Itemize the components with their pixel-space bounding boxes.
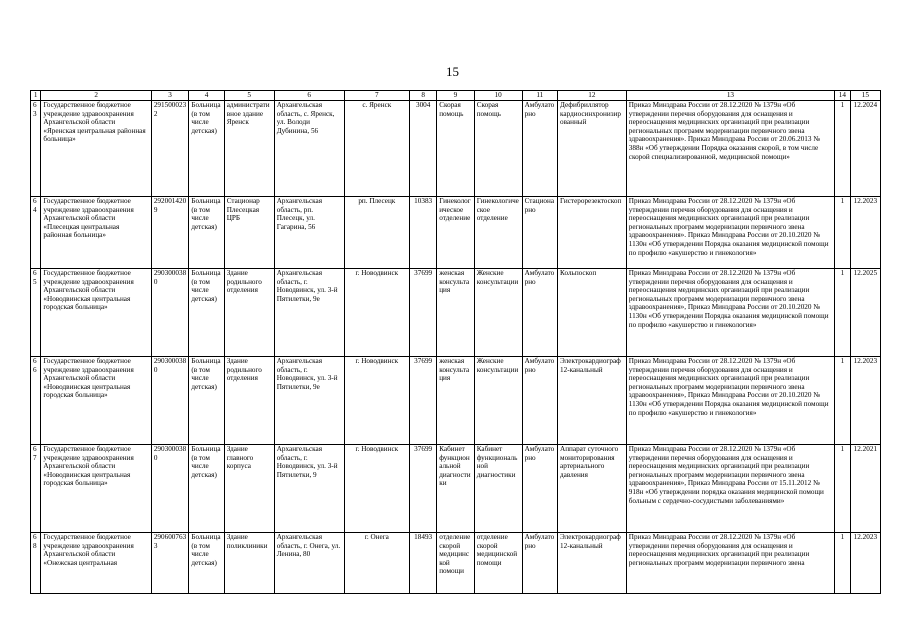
deadline: 12.2023 — [850, 533, 880, 594]
equipment-name: Аппарат суточного мониторирования артериального давления — [558, 445, 627, 533]
address: Архангельская область, г. Онега, ул. Ленина, 80 — [274, 533, 344, 594]
quantity: 1 — [835, 269, 851, 357]
department-name: Кабинет функциональной диагностики — [474, 445, 522, 533]
address: Архангельская область, г. Новодвинск, ул. 3-й Пятилетки, 9е — [274, 357, 344, 445]
unit-name: женская консультация — [437, 357, 475, 445]
quantity: 1 — [835, 197, 851, 269]
population: 37699 — [410, 269, 437, 357]
address: Архангельская область, с. Яренск, ул. Володи Дубинина, 56 — [274, 101, 344, 197]
equipment-name: Кольпоскоп — [558, 269, 627, 357]
facility-type: Больница (в том числе детская) — [189, 197, 224, 269]
table-row — [31, 101, 881, 197]
table-row — [31, 533, 881, 594]
organization-code: 2906007633 — [151, 533, 189, 594]
column-number: 4 — [189, 91, 224, 101]
building-name: Здание поликлиники — [224, 533, 274, 594]
population: 10383 — [410, 197, 437, 269]
row-number: 63 — [31, 101, 41, 197]
legal-basis: Приказ Минздрава России от 28.12.2020 № 1379н «Об утверждении перечня оборудования для оснащения и переоснащения медицинских организаций при реализации региональных программ модернизации первичного звена здравоохранения», Приказ Минздрава России от 15.11.2012 № 918н «Об утверждении порядка оказания медицинской помощи больным с сердечно-сосудистыми заболеваниями» — [626, 445, 834, 533]
column-number: 10 — [474, 91, 522, 101]
legal-basis: Приказ Минздрава России от 28.12.2020 № 1379н «Об утверждении перечня оборудования для оснащения и переоснащения медицинских организаций при реализации региональных программ модернизации первичного звена здравоохранения», Приказ Минздрава России от 20.10.2020 № 1130н «Об утверждении Порядка оказания медицинской помощи по профилю «акушерство и гинекология» — [626, 269, 834, 357]
building-name: Здание родильного отделения — [224, 269, 274, 357]
legal-basis: Приказ Минздрава России от 28.12.2020 № 1379н «Об утверждении перечня оборудования для оснащения и переоснащения медицинских организаций при реализации региональных программ модернизации первичного звена — [626, 533, 834, 594]
table-row — [31, 357, 881, 445]
column-number: 13 — [626, 91, 834, 101]
equipment-name: Электрокардиограф 12-канальный — [558, 533, 627, 594]
facility-type: Больница (в том числе детская) — [189, 533, 224, 594]
column-number: 11 — [522, 91, 557, 101]
deadline: 12.2025 — [850, 269, 880, 357]
unit-name: Кабинет функциональной диагностики — [437, 445, 475, 533]
equipment-name: Гистерорезектоскоп — [558, 197, 627, 269]
equipment-registry-table — [30, 90, 881, 594]
quantity: 1 — [835, 101, 851, 197]
organization-code: 2903000380 — [151, 445, 189, 533]
quantity: 1 — [835, 445, 851, 533]
locality: с. Яренск — [344, 101, 410, 197]
column-number-row — [31, 91, 881, 101]
population: 3004 — [410, 101, 437, 197]
locality: г. Новодвинск — [344, 269, 410, 357]
column-number: 2 — [41, 91, 151, 101]
organization-code: 2920014209 — [151, 197, 189, 269]
address: Архангельская область, г. Новодвинск, ул. 3-й Пятилетки, 9 — [274, 445, 344, 533]
organization-name: Государственное бюджетное учреждение здравоохранения Архангельской области «Новодвинская центральная городская больница» — [41, 357, 151, 445]
deadline: 12.2021 — [850, 445, 880, 533]
organization-code: 2903000380 — [151, 269, 189, 357]
address: Архангельская область, рп. Плесецк, ул. Гагарина, 56 — [274, 197, 344, 269]
unit-name: Скорая помощь — [437, 101, 475, 197]
legal-basis: Приказ Минздрава России от 28.12.2020 № 1379н «Об утверждении перечня оборудования для оснащения и переоснащения медицинских организаций при реализации региональных программ модернизации первичного звена здравоохранения». Приказ Минздрава России от 20.06.2013 № 388н «Об утверждении Порядка оказания скорой, в том числе скорой специализированной, медицинской помощи» — [626, 101, 834, 197]
care-conditions: Амбулаторно — [522, 101, 557, 197]
organization-name: Государственное бюджетное учреждение здравоохранения Архангельской области «Плесецкая центральная районная больница» — [41, 197, 151, 269]
population: 37699 — [410, 357, 437, 445]
population: 37699 — [410, 445, 437, 533]
column-number: 3 — [151, 91, 189, 101]
department-name: Женские консультации — [474, 269, 522, 357]
facility-type: Больница (в том числе детская) — [189, 101, 224, 197]
column-number: 8 — [410, 91, 437, 101]
care-conditions: Амбулаторно — [522, 269, 557, 357]
column-number: 12 — [558, 91, 627, 101]
column-number: 15 — [850, 91, 880, 101]
column-number: 6 — [274, 91, 344, 101]
care-conditions: Амбулаторно — [522, 533, 557, 594]
care-conditions: Амбулаторно — [522, 357, 557, 445]
facility-type: Больница (в том числе детская) — [189, 357, 224, 445]
column-number: 14 — [835, 91, 851, 101]
column-number: 7 — [344, 91, 410, 101]
quantity: 1 — [835, 533, 851, 594]
organization-code: 2903000380 — [151, 357, 189, 445]
table-row — [31, 197, 881, 269]
unit-name: женская консультация — [437, 269, 475, 357]
care-conditions: Амбулаторно — [522, 445, 557, 533]
organization-name: Государственное бюджетное учреждение здравоохранения Архангельской области «Новодвинская центральная городская больница» — [41, 445, 151, 533]
building-name: Здание главного корпуса — [224, 445, 274, 533]
organization-name: Государственное бюджетное учреждение здравоохранения Архангельской области «Онежская центральная — [41, 533, 151, 594]
unit-name: отделение скорой медицинской помощи — [437, 533, 475, 594]
building-name: Стационар Плесецкая ЦРБ — [224, 197, 274, 269]
locality: г. Новодвинск — [344, 357, 410, 445]
table-row — [31, 445, 881, 533]
population: 18493 — [410, 533, 437, 594]
facility-type: Больница (в том числе детская) — [189, 269, 224, 357]
deadline: 12.2024 — [850, 101, 880, 197]
deadline: 12.2023 — [850, 197, 880, 269]
equipment-name: Дефибриллятор кардиосинхронизированный — [558, 101, 627, 197]
facility-type: Больница (в том числе детская) — [189, 445, 224, 533]
table-row — [31, 269, 881, 357]
row-number: 65 — [31, 269, 41, 357]
column-number: 5 — [224, 91, 274, 101]
organization-code: 2915000232 — [151, 101, 189, 197]
building-name: административное здание Яренск — [224, 101, 274, 197]
row-number: 66 — [31, 357, 41, 445]
department-name: Женские консультации — [474, 357, 522, 445]
column-number: 9 — [437, 91, 475, 101]
locality: г. Новодвинск — [344, 445, 410, 533]
quantity: 1 — [835, 357, 851, 445]
legal-basis: Приказ Минздрава России от 28.12.2020 № 1379н «Об утверждении перечня оборудования для оснащения и переоснащения медицинских организаций при реализации региональных программ модернизации первичного звена здравоохранения», Приказ Минздрава России от 20.10.2020 № 1130н «Об утверждении Порядка оказания медицинской помощи по профилю «акушерство и гинекология» — [626, 357, 834, 445]
column-number: 1 — [31, 91, 41, 101]
deadline: 12.2023 — [850, 357, 880, 445]
organization-name: Государственное бюджетное учреждение здравоохранения Архангельской области «Яренская центральная районная больница» — [41, 101, 151, 197]
row-number: 68 — [31, 533, 41, 594]
unit-name: Гинекологическое отделение — [437, 197, 475, 269]
page-number: 15 — [446, 64, 459, 79]
organization-name: Государственное бюджетное учреждение здравоохранения Архангельской области «Новодвинская центральная городская больница» — [41, 269, 151, 357]
row-number: 64 — [31, 197, 41, 269]
department-name: Скорая помощь — [474, 101, 522, 197]
department-name: Гинекологическое отделение — [474, 197, 522, 269]
address: Архангельская область, г. Новодвинск, ул. 3-й Пятилетки, 9е — [274, 269, 344, 357]
locality: г. Онега — [344, 533, 410, 594]
building-name: Здание родильного отделения — [224, 357, 274, 445]
row-number: 67 — [31, 445, 41, 533]
care-conditions: Стационарно — [522, 197, 557, 269]
locality: рп. Плесецк — [344, 197, 410, 269]
legal-basis: Приказ Минздрава России от 28.12.2020 № 1379н «Об утверждении перечня оборудования для оснащения и переоснащения медицинских организаций при реализации региональных программ модернизации первичного звена здравоохранения». Приказ Минздрава России от 20.10.2020 № 1130н «Об утверждении Порядка оказания медицинской помощи по профилю «акушерство и гинекология» — [626, 197, 834, 269]
department-name: отделение скорой медицинской помощи — [474, 533, 522, 594]
equipment-name: Электрокардиограф 12-канальный — [558, 357, 627, 445]
